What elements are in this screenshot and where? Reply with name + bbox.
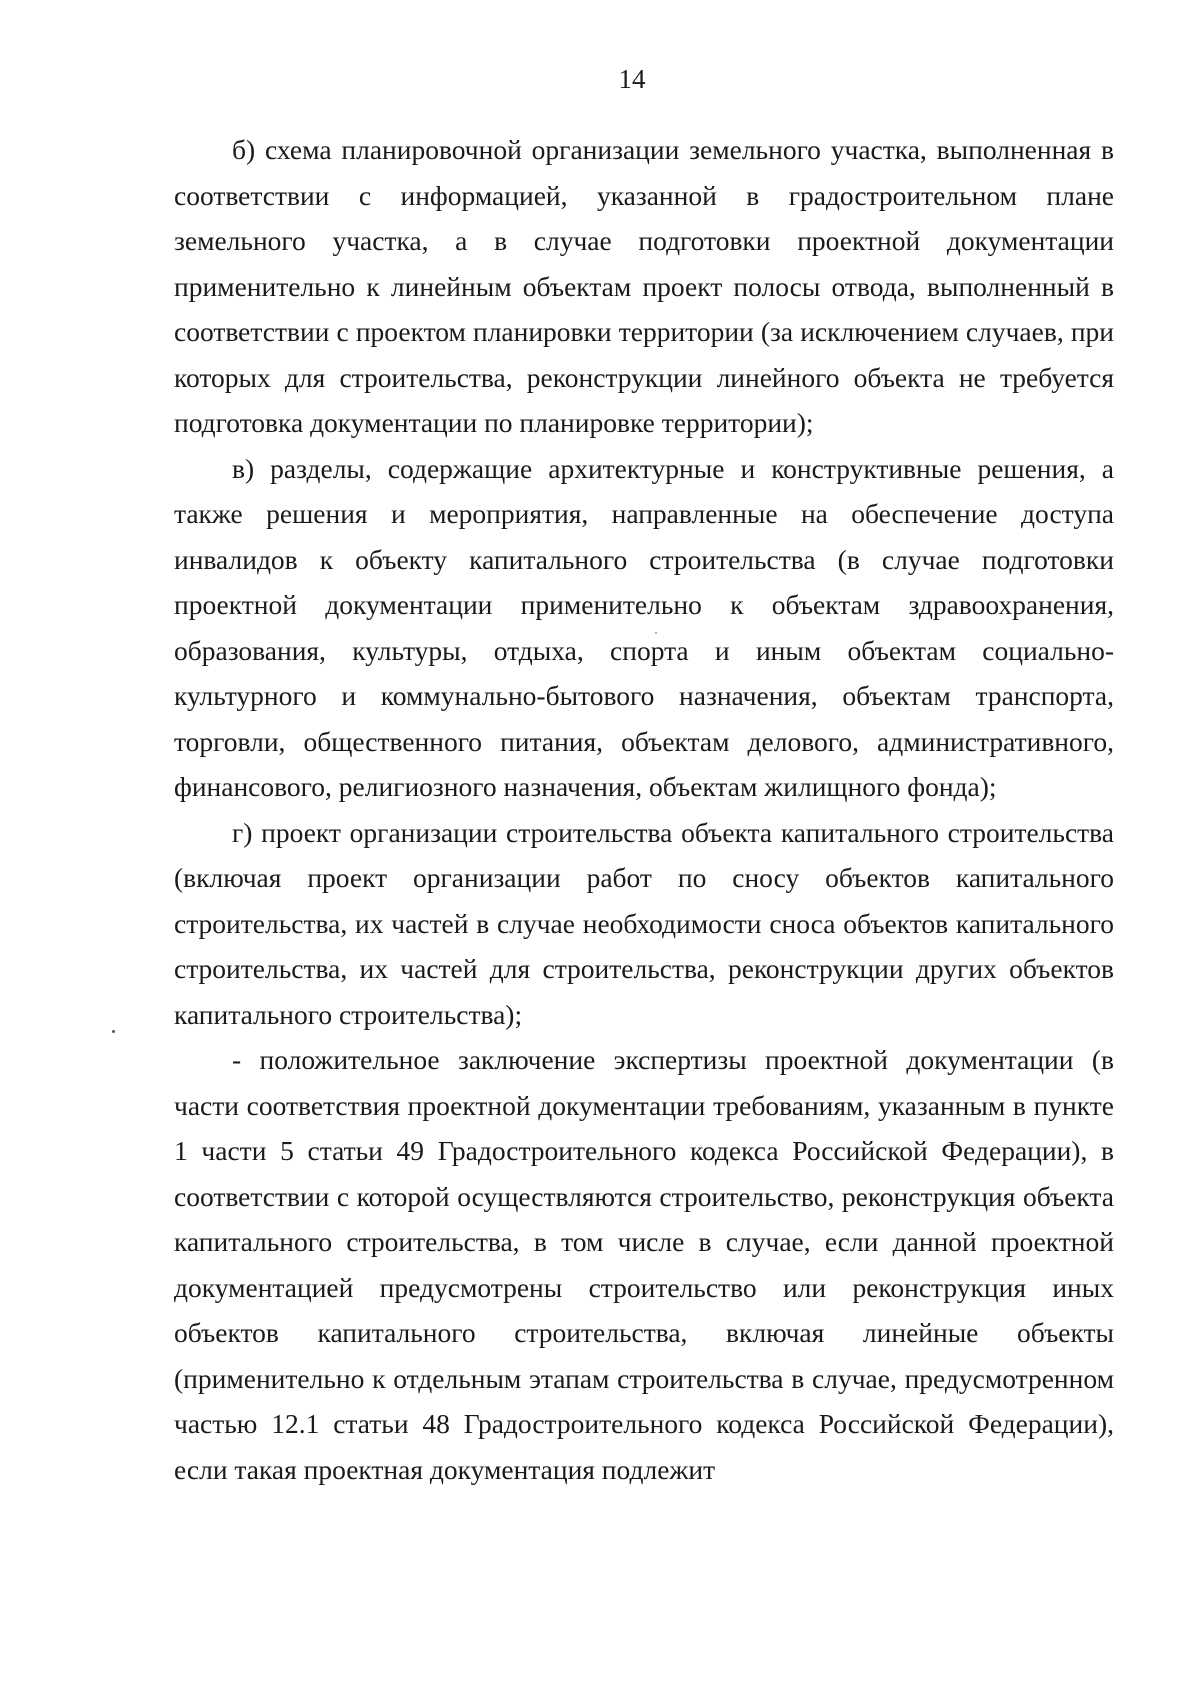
document-body [174, 127, 1114, 1492]
paragraph-v-architectural-sections: в) разделы, содержащие архитектурные и конструктивные решения, а также решения и мероприятия, направленные на обеспечение доступа инвалидов к объекту капитального строительства (в случае подготовки проектной документации применительно к объектам здравоохранения, образования, культуры, отдыха, спорта и иным объектам социально-культурного и коммунально-бытового назначения, объектам транспорта, торговли, общественного питания, объектам делового, административного, финансового, религиозного назначения, объектам жилищного фонда); [174, 452, 1114, 802]
scan-artifact-dot [112, 1030, 115, 1033]
paragraph-expertise-conclusion: - положительное заключение экспертизы проектной документации (в части соответствия проектной документации требованиям, указанным в пункте 1 части 5 статьи 49 Градостроительного кодекса Российской Федерации), в соответствии с которой осуществляются строительство, реконструкция объекта капитального строительства, в том числе в случае, если данной проектной документацией предусмотрены строительство или реконструкция иных объектов капитального строительства, включая линейные объекты (применительно к отдельным этапам строительства в случае, предусмотренном частью 12.1 статьи 48 Градостроительного кодекса Российской Федерации), если такая проектная документация подлежит [174, 1044, 1114, 1485]
paragraph-g-construction-organization: г) проект организации строительства объекта капитального строительства (включая проект организации работ по сносу объектов капитального строительства, их частей в случае необходимости сноса объектов капитального строительства, их частей для строительства, реконструкции других объектов капитального строительства); [174, 816, 1114, 1030]
scan-artifact-speck [655, 632, 657, 634]
paragraph-b-site-plan: б) схема планировочной организации земельного участка, выполненная в соответствии с информацией, указанной в градостроительном плане земельного участка, а в случае подготовки проектной документации применительно к линейным объектам проект полосы отвода, выполненный в соответствии с проектом планировки территории (за исключением случаев, при которых для строительства, реконструкции линейного объекта не требуется подготовка документации по планировке территории); [174, 134, 1114, 438]
page-number: 14 [618, 64, 646, 94]
